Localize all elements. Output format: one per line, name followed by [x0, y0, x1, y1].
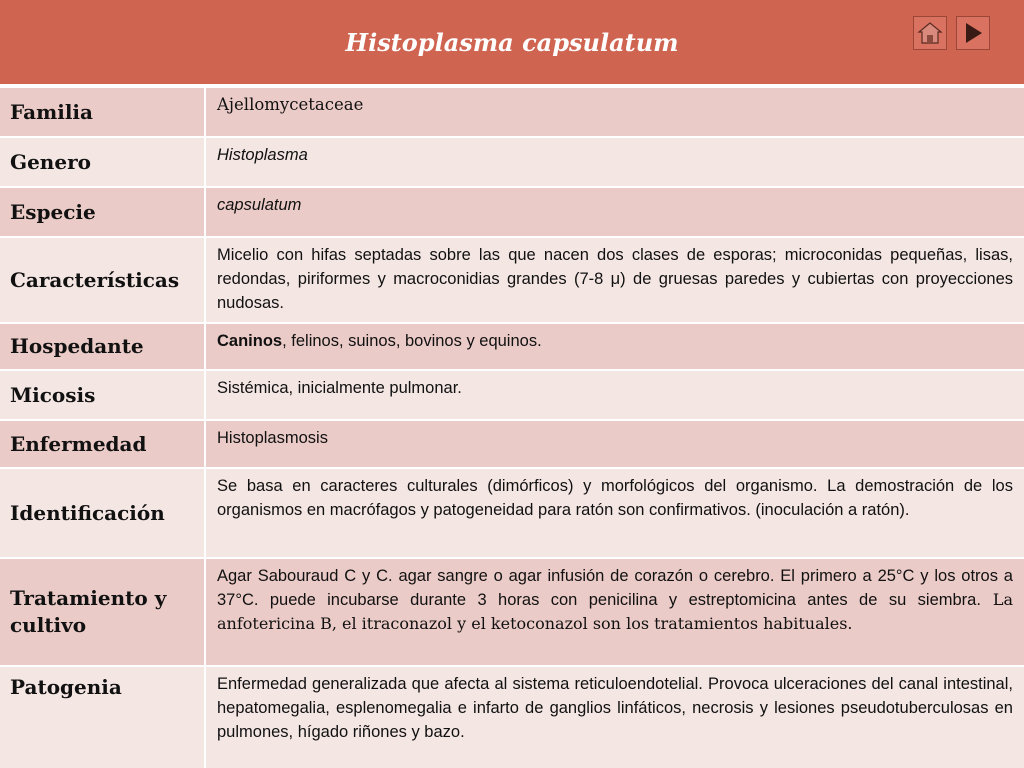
row-label: Micosis	[0, 370, 205, 420]
row-value: Micelio con hifas septadas sobre las que nacen dos clases de esporas; microconidas pequeñas, lisas, redondas, piriformes y macroconidias grandes (7-8 μ) de gruesas paredes y cubiertas con proyecciones nudosas.	[205, 237, 1024, 323]
row-value: capsulatum	[205, 187, 1024, 237]
play-next-icon	[960, 20, 986, 46]
row-label: Patogenia	[0, 666, 205, 768]
row-value: Se basa en caracteres culturales (dimórficos) y morfológicos del organismo. La demostración de los organismos en macrófagos y patogeneidad para ratón son confirmativos. (inoculación a ratón).	[205, 468, 1024, 558]
row-label: Familia	[0, 87, 205, 137]
home-icon	[917, 20, 943, 46]
slide-title: Histoplasma capsulatum	[345, 28, 679, 57]
title-bar	[0, 0, 1024, 86]
row-value: Enfermedad generalizada que afecta al sistema reticuloendotelial. Provoca ulceraciones del canal intestinal, hepatomegalia, esplenomegalia e infarto de ganglios linfáticos, necrosis y lesiones pseudotuberculosas en pulmones, hígado riñones y bazo.	[205, 666, 1024, 768]
row-label: Genero	[0, 137, 205, 187]
table-row-familia	[0, 87, 1024, 137]
row-label: Tratamiento y cultivo	[0, 558, 205, 666]
table-row-identificacion	[0, 468, 1024, 558]
value-rest-part: , felinos, suinos, bovinos y equinos.	[282, 332, 542, 350]
table-row-caracteristicas	[0, 237, 1024, 323]
row-label: Características	[0, 237, 205, 323]
table-row-tratamiento	[0, 558, 1024, 666]
row-value: Histoplasma	[205, 137, 1024, 187]
table-row-especie	[0, 187, 1024, 237]
value-bold-part: Caninos	[217, 332, 283, 350]
table-row-enfermedad	[0, 420, 1024, 468]
value-tail-part: La anfotericina B, el itraconazol y el ketoconazol son los tratamientos habituales.	[217, 590, 1013, 633]
row-value: Histoplasmosis	[205, 420, 1024, 468]
taxonomy-table	[0, 86, 1024, 768]
row-value: Ajellomycetaceae	[205, 87, 1024, 137]
row-label: Identificación	[0, 468, 205, 558]
row-label: Hospedante	[0, 323, 205, 370]
table-row-patogenia	[0, 666, 1024, 768]
row-value: Sistémica, inicialmente pulmonar.	[205, 370, 1024, 420]
value-main-part: Agar Sabouraud C y C. agar sangre o agar infusión de corazón o cerebro. El primero a 25°C y los otros a 37°C. puede incubarse durante 3 horas con penicilina y estreptomicina antes de su siembra.	[217, 567, 1013, 609]
table-row-genero	[0, 137, 1024, 187]
table-row-micosis	[0, 370, 1024, 420]
row-value	[205, 558, 1024, 666]
next-slide-button[interactable]	[956, 16, 990, 50]
row-label: Especie	[0, 187, 205, 237]
row-value	[205, 323, 1024, 370]
row-label: Enfermedad	[0, 420, 205, 468]
home-button[interactable]	[913, 16, 947, 50]
table-row-hospedante	[0, 323, 1024, 370]
